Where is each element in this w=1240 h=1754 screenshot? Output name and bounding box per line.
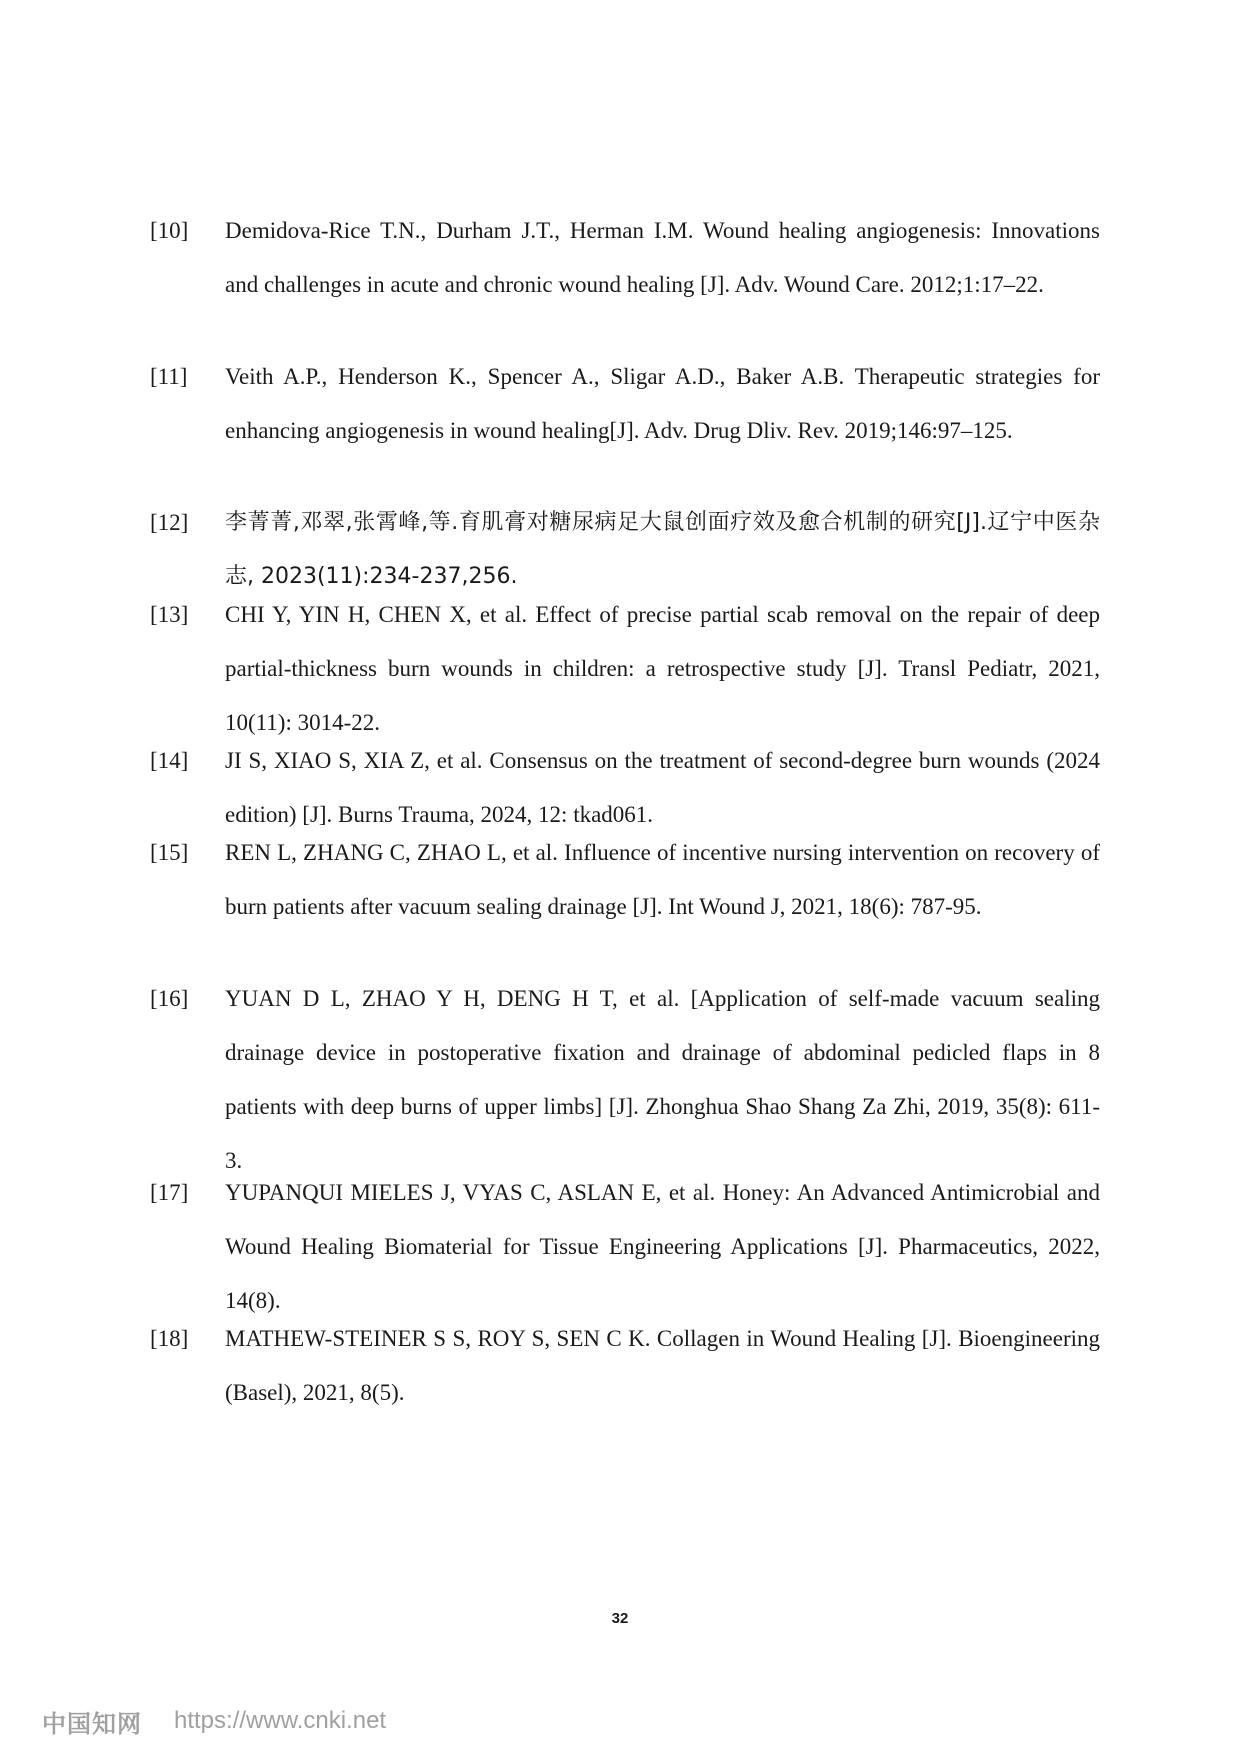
reference-number: [11] (150, 364, 188, 389)
reference-text: JI S, XIAO S, XIA Z, et al. Consensus on the treatment of second-degree burn wounds (2024 edition) [J]. Burns Trauma, 2024, 12: tkad061. (225, 748, 1100, 827)
cnki-logo: 中国知网 (42, 1709, 142, 1738)
reference-number: [16] (150, 986, 189, 1011)
reference-text: CHI Y, YIN H, CHEN X, et al. Effect of precise partial scab removal on the repair of deep partial-thickness burn wounds in children: a retrospective study [J]. Transl Pediatr, 2021, 10(11): 3014-22. (225, 602, 1100, 735)
reference-text: Demidova-Rice T.N., Durham J.T., Herman I.M. Wound healing angiogenesis: Innovations and challenges in acute and chronic wound healing [J]. Adv. Wound Care. 2012;1:17–22. (225, 218, 1100, 297)
reference-number: [12] (150, 510, 189, 535)
reference-number: [14] (150, 748, 189, 773)
reference-text: REN L, ZHANG C, ZHAO L, et al. Influence of incentive nursing intervention on recovery of burn patients after vacuum sealing drainage [J]. Int Wound J, 2021, 18(6): 787-95. (225, 840, 1100, 919)
reference-text: 李菁菁,邓翠,张霄峰,等.育肌膏对糖尿病足大鼠创面疗效及愈合机制的研究[J].辽宁中医杂志, 2023(11):234-237,256. (225, 510, 1100, 589)
reference-text: YUAN D L, ZHAO Y H, DENG H T, et al. [Application of self-made vacuum sealing drainage device in postoperative fixation and drainage of abdominal pedicled flaps in 8 patients with deep burns of upper limbs] [J]. Zhonghua Shao Shang Za Zhi, 2019, 35(8): 611-3. (225, 986, 1100, 1173)
reference-number: [13] (150, 602, 189, 627)
reference-number: [17] (150, 1180, 189, 1205)
page-number: 32 (611, 1610, 629, 1627)
reference-number: [18] (150, 1326, 189, 1351)
reference-text: YUPANQUI MIELES J, VYAS C, ASLAN E, et al. Honey: An Advanced Antimicrobial and Wound Healing Biomaterial for Tissue Engineering Applications [J]. Pharmaceutics, 2022, 14(8). (225, 1180, 1100, 1313)
footer-watermark (42, 1706, 386, 1736)
footer-url[interactable]: https://www.cnki.net (174, 1707, 387, 1734)
reference-text: MATHEW-STEINER S S, ROY S, SEN C K. Collagen in Wound Healing [J]. Bioengineering (Basel), 2021, 8(5). (225, 1326, 1100, 1405)
reference-number: [15] (150, 840, 189, 865)
reference-text: Veith A.P., Henderson K., Spencer A., Sligar A.D., Baker A.B. Therapeutic strategies for enhancing angiogenesis in wound healing[J]. Adv. Drug Dliv. Rev. 2019;146:97–125. (225, 364, 1100, 443)
reference-number: [10] (150, 218, 189, 243)
